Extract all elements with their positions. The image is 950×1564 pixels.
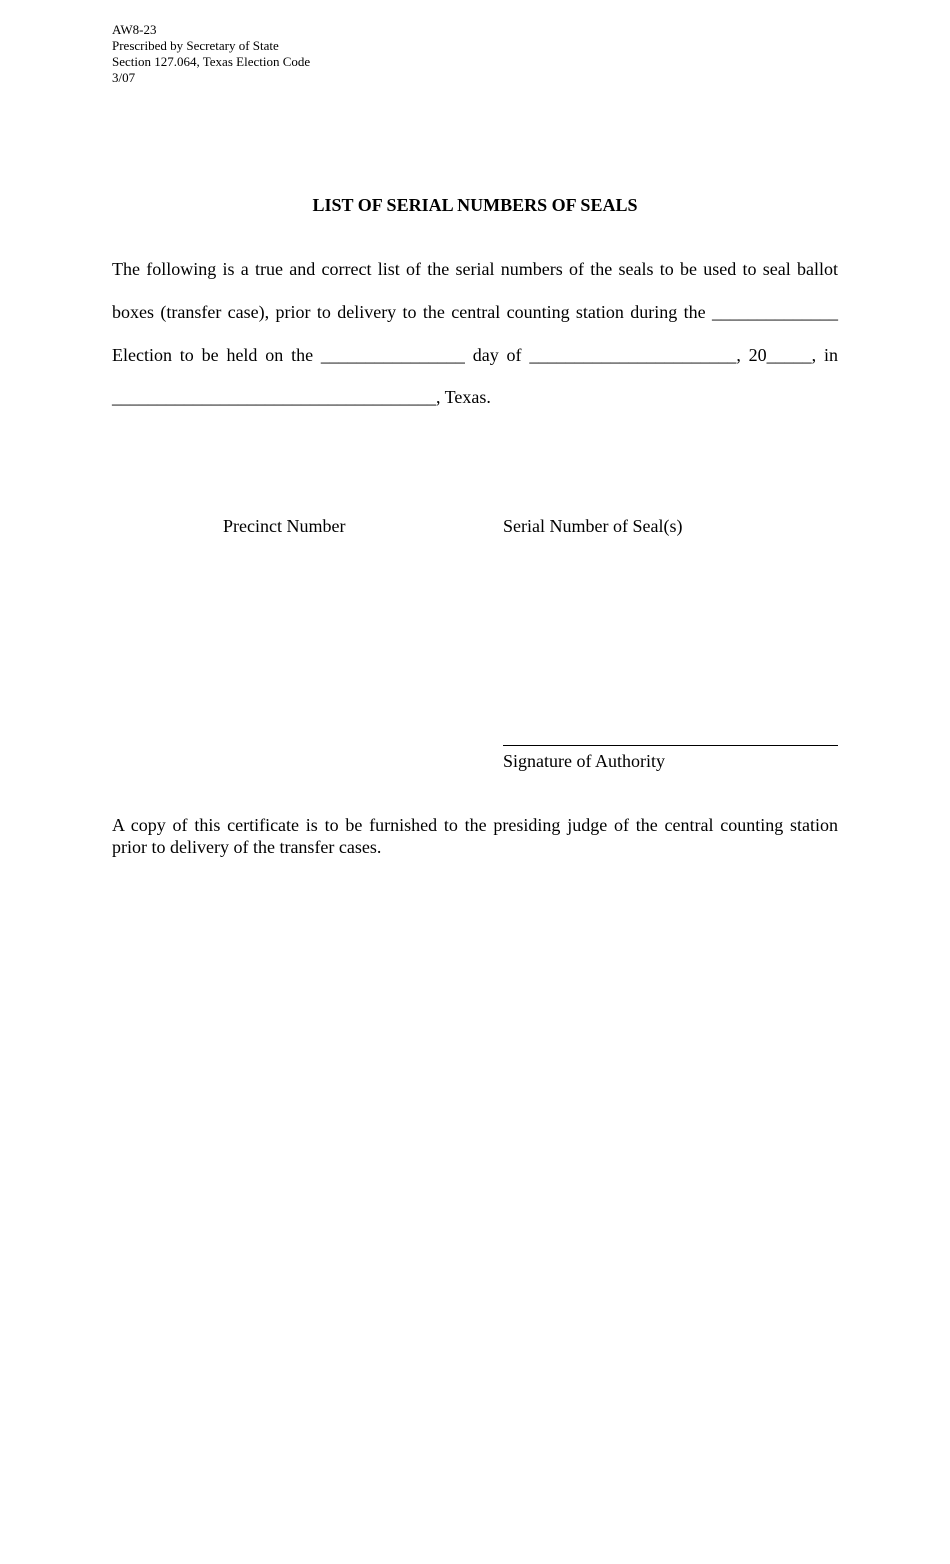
statement-line-1: The following is a true and correct list of the serial numbers of the seals to be used to seal ballot	[112, 259, 838, 279]
signature-label: Signature of Authority	[503, 751, 665, 771]
precinct-number-heading: Precinct Number	[223, 516, 346, 536]
signature-line	[503, 745, 838, 746]
form-number: AW8-23	[112, 22, 157, 37]
code-section: Section 127.064, Texas Election Code	[112, 54, 311, 69]
prescribed-by: Prescribed by Secretary of State	[112, 38, 279, 53]
form-header	[112, 22, 310, 86]
revision-date: 3/07	[112, 70, 136, 85]
page-title: LIST OF SERIAL NUMBERS OF SEALS	[312, 195, 638, 215]
statement-line-3: Election to be held on the ________________ day of _______________________, 20_____, in	[112, 345, 838, 365]
footer-note: A copy of this certificate is to be furnished to the presiding judge of the central counting station prior to delivery of the transfer cases.	[112, 815, 838, 857]
statement-line-2: boxes (transfer case), prior to delivery to the central counting station during the ______________	[112, 302, 838, 322]
statement-line-4: ____________________________________, Texas.	[112, 387, 491, 407]
serial-number-heading: Serial Number of Seal(s)	[503, 516, 683, 536]
